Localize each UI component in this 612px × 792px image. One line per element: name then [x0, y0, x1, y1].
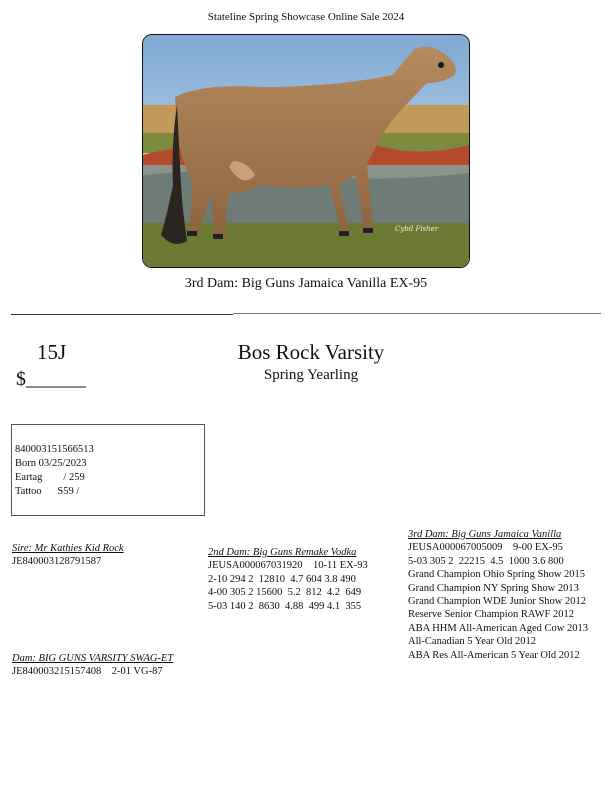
sire-registration: JE840003128791587 — [12, 556, 102, 568]
photo-caption: 3rd Dam: Big Guns Jamaica Vanilla EX-95 — [184, 276, 428, 291]
award-line: Reserve Senior Champion RAWF 2012 — [408, 609, 574, 621]
pedigree-line: 2-10 294 2 12810 4.7 604 3.8 490 — [208, 573, 356, 585]
award-line: ABA Res All-American 5 Year Old 2012 — [408, 649, 580, 661]
pedigree-line: 5-03 140 2 8630 4.88 499 4.1 355 — [208, 600, 362, 612]
pedigree-line: 5-03 305 2 22215 4.5 1000 3.6 800 — [408, 555, 564, 567]
pedigree-line: JEUSA000067005009 9-00 EX-95 — [408, 542, 563, 554]
lot-number: 15J — [37, 340, 67, 364]
sire-heading: Sire: Mr Kathies Kid Rock — [12, 543, 124, 554]
award-line: All-Canadian 5 Year Old 2012 — [408, 636, 537, 648]
dam-heading: Dam: BIG GUNS VARSITY SWAG-ET — [12, 653, 174, 664]
cow-illustration — [143, 35, 469, 267]
sale-title: Stateline Spring Showcase Online Sale 2024 — [207, 11, 405, 23]
animal-name: Bos Rock Varsity — [237, 340, 385, 364]
cow-photo — [142, 34, 470, 268]
award-line: Grand Champion WDE Junior Show 2012 — [408, 596, 587, 608]
pedigree-line: 4-00 305 2 15600 5.2 812 4.2 649 — [208, 587, 362, 599]
second-dam-block — [208, 546, 368, 613]
pedigree-line: JEUSA000067031920 10-11 EX-93 — [208, 560, 368, 572]
third-dam-heading: 3rd Dam: Big Guns Jamaica Vanilla — [408, 529, 562, 540]
price-blank: $______ — [16, 368, 86, 390]
animal-info-box — [11, 424, 205, 516]
award-line: ABA HHM All-American Aged Cow 2013 — [408, 622, 588, 634]
photo-signature: Cybil Fisher — [395, 225, 439, 233]
animal-class: Spring Yearling — [263, 367, 359, 383]
award-line: Grand Champion Ohio Spring Show 2015 — [408, 569, 586, 581]
second-dam-heading: 2nd Dam: Big Guns Remake Vodka — [208, 547, 357, 558]
sire-block — [12, 542, 124, 569]
dam-registration: JE840003215157408 2-01 VG-87 — [12, 666, 163, 678]
tattoo: Tattoo S59 / — [15, 486, 80, 497]
eartag: Eartag / 259 — [15, 472, 85, 483]
divider — [233, 313, 601, 314]
dam-block — [12, 652, 173, 679]
birth-date: Born 03/25/2023 — [15, 458, 87, 469]
third-dam-block — [408, 528, 588, 662]
award-line: Grand Champion NY Spring Show 2013 — [408, 582, 579, 594]
divider — [11, 314, 233, 315]
registration-id: 840003151566513 — [15, 444, 94, 455]
